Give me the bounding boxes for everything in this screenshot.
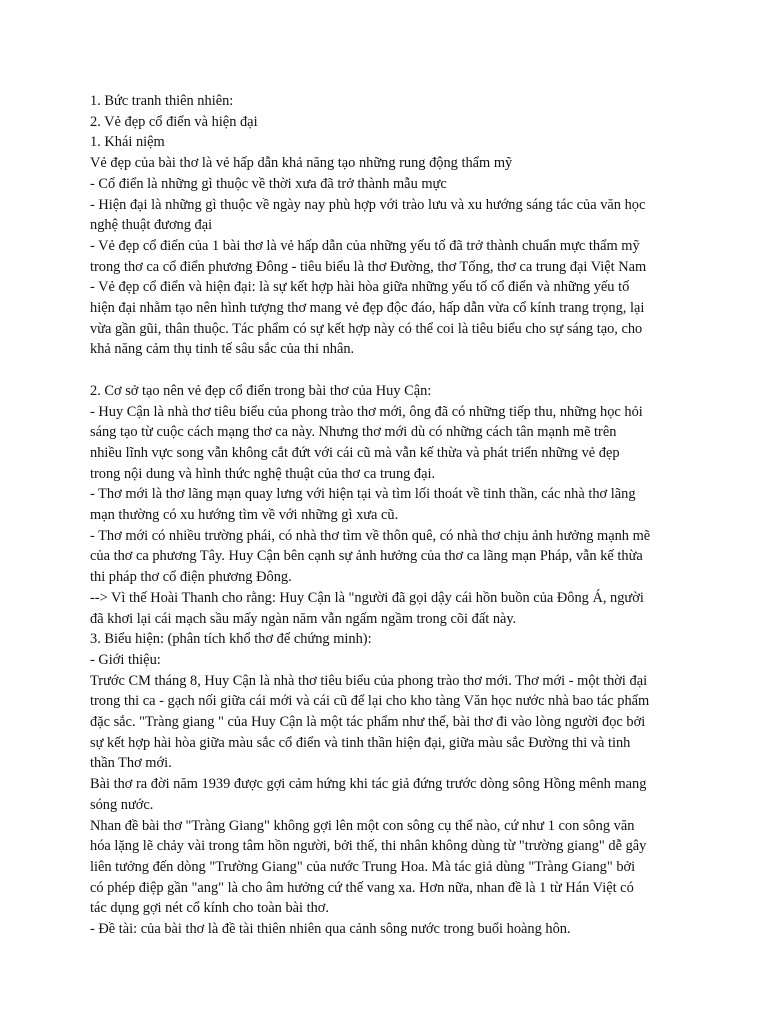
text-line: đã khơi lại cái mạch sầu mấy ngàn năm vẫn ngấm ngầm trong cõi đất này. <box>90 610 517 627</box>
text-line: mạn thường có xu hướng tìm về với những gì xưa cũ. <box>90 507 399 524</box>
text-line: - Thơ mới là thơ lãng mạn quay lưng với hiện tại và tìm lối thoát về tinh thần, các nhà thơ lãng <box>90 486 636 503</box>
text-line: - Hiện đại là những gì thuộc về ngày nay phù hợp với trào lưu và xu hướng sáng tác của văn học <box>90 196 646 213</box>
text-line: thần Thơ mới. <box>90 755 172 772</box>
text-line: của thơ ca phương Tây. Huy Cận bên cạnh sự ảnh hưởng của thơ ca lãng mạn Pháp, vẫn kế thừa <box>90 548 643 565</box>
text-line: hiện đại nhằm tạo nên hình tượng thơ mang vẻ đẹp độc đáo, hấp dẫn vừa cổ kính trang trọng, lại <box>90 300 645 317</box>
text-line: --> Vì thế Hoài Thanh cho rằng: Huy Cận là "người đã gọi dậy cái hồn buồn của Đông Á, người <box>90 589 644 606</box>
text-line: trong thơ ca cổ điển phương Đông - tiêu biểu là thơ Đường, thơ Tống, thơ ca trung đại Việt Nam <box>90 258 647 275</box>
text-line: - Vẻ đẹp cổ điển của 1 bài thơ là vẻ hấp dẫn của những yếu tố đã trở thành chuẩn mực thẩm mỹ <box>90 237 640 254</box>
text-line: sáng tạo từ cuộc cách mạng thơ ca này. Nhưng thơ mới dù có những cách tân mạnh mẽ trên <box>90 424 617 441</box>
text-line: khả năng cảm thụ tinh tế sâu sắc của thi nhân. <box>90 341 355 358</box>
text-line: trong thi ca - gạch nối giữa cái mới và cái cũ để lại cho kho tàng Văn học nước nhà bao tác phẩm <box>90 693 650 710</box>
text-line: - Cổ điển là những gì thuộc về thời xưa đã trở thành mẫu mực <box>90 175 447 192</box>
text-line: hóa lặng lẽ chảy vài trong tâm hồn người, bởi thế, thi nhân không dùng từ "trường giang" dễ gây <box>90 838 647 855</box>
text-line: sự kết hợp hài hòa giữa màu sắc cổ điển và tinh thần hiện đại, giữa màu sắc Đường thi và tinh <box>90 734 631 751</box>
text-line: có phép điệp gần "ang" là cho âm hưởng cứ thế vang xa. Hơn nữa, nhan đề là 1 từ Hán Việt có <box>90 879 634 896</box>
text-line: Vẻ đẹp của bài thơ là vẻ hấp dẫn khả năng tạo những rung động thẩm mỹ <box>90 155 513 172</box>
text-line: đặc sắc. "Tràng giang " của Huy Cận là một tác phẩm như thế, bài thơ đi vào lòng người đọc bởi <box>90 714 646 731</box>
paragraph-gap <box>90 360 690 381</box>
text-line: nghệ thuật đương đại <box>90 217 213 234</box>
text-line: trong nội dung và hình thức nghệ thuật của thơ ca trung đại. <box>90 465 436 482</box>
text-line: tác dụng gợi nét cổ kính cho toàn bài thơ. <box>90 900 330 917</box>
text-line: 2. Vẻ đẹp cổ điển và hiện đại <box>90 113 258 130</box>
text-line: liên tưởng đến dòng "Trường Giang" của nước Trung Hoa. Mà tác giả dùng "Tràng Giang" bởi <box>90 859 636 875</box>
text-line: - Giới thiệu: <box>90 651 161 668</box>
text-line: - Đề tài: của bài thơ là đề tài thiên nhiên qua cảnh sông nước trong buổi hoàng hôn. <box>90 921 571 938</box>
text-line: 2. Cơ sở tạo nên vẻ đẹp cổ điển trong bài thơ của Huy Cận: <box>90 382 432 399</box>
text-line: nhiều lĩnh vực song vẫn không cắt đứt với cái cũ mà vẫn kế thừa và phát triển những vẻ đẹp <box>90 444 620 461</box>
text-line: 3. Biểu hiện: (phân tích khổ thơ để chứng minh): <box>90 631 372 648</box>
text-line: Bài thơ ra đời năm 1939 được gợi cảm hứng khi tác giả đứng trước dòng sông Hồng mênh mang <box>90 776 647 793</box>
text-line: 1. Khái niệm <box>90 134 165 151</box>
text-line: - Thơ mới có nhiều trường phái, có nhà thơ tìm về thôn quê, có nhà thơ chịu ảnh hưởng mạnh mẽ <box>90 527 651 544</box>
text-line: sóng nước. <box>90 796 154 813</box>
text-line: Trước CM tháng 8, Huy Cận là nhà thơ tiêu biểu của phong trào thơ mới. Thơ mới - một thời đại <box>90 672 648 689</box>
document-page <box>90 91 690 940</box>
section-one <box>90 91 690 360</box>
section-two <box>90 381 690 940</box>
text-line: thi pháp thơ cổ điện phương Đông. <box>90 569 292 586</box>
text-line: Nhan đề bài thơ "Tràng Giang" không gợi lên một con sông cụ thể nào, cứ như 1 con sông văn <box>90 817 635 834</box>
text-line: 1. Bức tranh thiên nhiên: <box>90 93 234 109</box>
text-line: - Huy Cận là nhà thơ tiêu biểu của phong trào thơ mới, ông đã có những tiếp thu, những học hỏi <box>90 403 643 420</box>
text-line: - Vẻ đẹp cổ điển và hiện đại: là sự kết hợp hài hòa giữa những yếu tố cổ điển và những yếu tố <box>90 279 630 296</box>
text-line: vừa gần gũi, thân thuộc. Tác phẩm có sự kết hợp này có thể coi là tiêu biểu cho sự sáng tạo, cho <box>90 320 643 337</box>
